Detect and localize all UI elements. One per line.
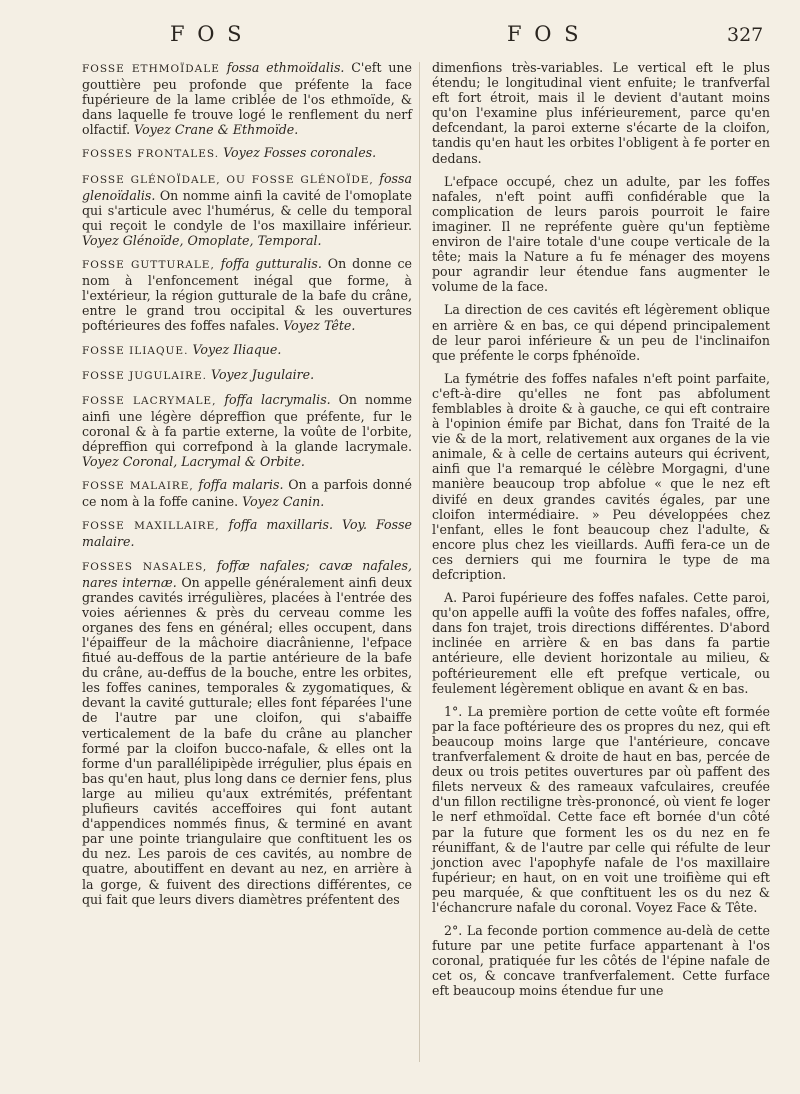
dictionary-entry xyxy=(82,392,412,469)
entry-see-also: Voyez Coronal, Lacrymal & Orbite. xyxy=(82,454,305,470)
body-paragraph: L'efpace occupé, chez un adulte, par les foffes nafales, n'eft point auffi confidérable que la complication de leurs parois pourroit le faire imaginer. Il ne repréfente guère qu'un feptième environ de l'aire totale d'une coupe verticale de la tête; mais la Nature a fu fe ménager des moyens pour agrandir leur étendue fans augmenter le volume de la face. xyxy=(432,173,770,295)
entry-term: FOSSE ETHMOÏDALE xyxy=(82,63,220,75)
entry-see-also: Voyez Jugulaire. xyxy=(211,366,315,382)
entry-term: FOSSE JUGULAIRE. xyxy=(82,369,208,382)
entry-term: FOSSE MALAIRE, xyxy=(82,480,194,493)
running-head-left: F O S xyxy=(170,22,245,46)
entry-latin: foffa malaris. xyxy=(198,477,284,493)
entry-see-also: Voyez Canin. xyxy=(242,494,325,510)
entry-term: FOSSE ILIAQUE. xyxy=(82,344,189,357)
entry-latin: foffa maxillaris. xyxy=(228,517,333,533)
entry-text: On donne ce nom à l'enfoncement inégal que forme, à l'extérieur, la région gutturale de la bafe du crâne, entre le grand trou occipital & les ouvertures poftérieures des foffes nafales. xyxy=(82,256,412,334)
entry-text: C'eft une gouttière peu profonde que préfente la face fupérieure de la lame criblée de l'os ethmoïde, & dans laquelle fe trouve logé le renflement du nerf olfactif. xyxy=(82,60,412,138)
entry-see-also: Voyez Crane & Ethmoïde. xyxy=(134,122,299,138)
entry-see-also: Voyez Glénoïde, Omoplate, Temporal. xyxy=(82,232,322,248)
entry-latin: foffa gutturalis. xyxy=(220,256,322,272)
entry-see-also: Voyez Fosses coronales. xyxy=(223,145,377,161)
body-paragraph: La fymétrie des foffes nafales n'eft point parfaite, c'eft-à-dire qu'elles ne font pas abfolument femblables à droite & à gauche, ce qui eft contraire à l'opinion émife par Bichat, dans fon Traité de la vie & de la mort, relativement aux organes de la vie animale, & à celle de certains auteurs qui écrivent, ainfi que l'a remarqué le célèbre Morgagni, d'une manière beaucoup trop abfolue « que le nez eft divifé en deux grandes cavités égales, par une cloifon intermédiaire. » Peu développées chez l'enfant, elles le font beaucoup chez l'adulte, & encore plus chez les vieillards. Auffi fera-ce un de ces derniers qui me fournira le type de ma defcription. xyxy=(432,370,770,582)
page-number: 327 xyxy=(727,24,764,46)
body-paragraph: A. Paroi fupérieure des foffes nafales. Cette paroi, qu'on appelle auffi la voûte des foffes nafales, offre, dans fon trajet, trois directions différentes. D'abord inclinée en arrière & en bas dans fa partie antérieure, elle devient horizontale au milieu, & poftérieurement elle eft prefque verticale, ou feulement légèrement oblique en avant & en bas. xyxy=(432,590,770,696)
entry-see-also: Voyez Iliaque. xyxy=(192,341,282,357)
entry-latin: foffæ nafales; cavæ nafales, nares internæ. xyxy=(82,557,412,590)
dictionary-entry xyxy=(82,517,412,549)
entry-term: FOSSES FRONTALES. xyxy=(82,148,220,161)
body-paragraph: 1°. La première portion de cette voûte eft formée par la face poftérieure des os propres du nez, qui eft beaucoup moins large que l'antérieure, concave tranfverfalement & droite de haut en bas, percée de deux ou trois petites ouvertures par où paffent des filets nerveux & des rameaux vafculaires, creufée d'un fillon rectiligne très-prononcé, où vient fe loger le nerf ethmoïdal. Cette face eft bornée d'un côté par la future que forment les os du nez en fe réuniffant, & de l'autre par celle qui réfulte de leur jonction avec l'apophyfe nafale de l'os maxillaire fupérieur; en haut, on en voit une troifième qui eft peu marquée, & que conftituent les os du nez & l'échancrure nafale du coronal. Voyez Face & Tête. xyxy=(432,703,770,915)
entry-term: FOSSES NASALES, xyxy=(82,560,208,573)
right-column xyxy=(432,60,770,1007)
entry-text: On appelle généralement ainfi deux grandes cavités irrégulières, placées à l'entrée des voies aériennes & près du cerveau comme les organes des fens en général; elles occupent, dans l'épaiffeur de la mâchoire diacrânienne, l'efpace fitué au-deffous de la partie antérieure de la bafe du crâne, au-deffus de la bouche, entre les orbites, les foffes canines, temporales & zygomatiques, & devant la cavité gutturale; elles font féparées l'une de l'autre par une cloifon, qui s'abaiffe verticalement de la bafe du crâne au plancher formé par la cloifon bucco-nafale, & elles ont la forme d'un parallélipipède irrégulier, plus épais en bas qu'en haut, plus long dans ce dernier fens, plus large au milieu qu'aux extrémités, préfentant plufieurs cavités acceffoires qui font autant d'appendices nommés finus, & terminé en avant par une pointe triangulaire que conftituent les os du nez. Les parois de ces cavités, au nombre de quatre, aboutiffent en devant au nez, en arrière à la gorge, & fuivent des directions différentes, ce qui fait que leurs divers diamètres préfentent des xyxy=(82,574,412,907)
entry-text: On nomme ainfi une légère dépreffion que préfente, fur le coronal & à fa partie externe, la voûte de l'orbite, dépreffion qui correfpond à la glande lacrymale. xyxy=(82,391,412,454)
body-paragraph: 2°. La feconde portion commence au-delà de cette future par une petite furface appartenant à l'os coronal, pratiquée fur les côtés de l'épine nafale de cet os, & concave tranfverfalement. Cette furface eft beaucoup moins étendue fur une xyxy=(432,923,770,999)
entry-term: FOSSE GLÉNOÏDALE, OU FOSSE GLÉNOÏDE, xyxy=(82,173,374,186)
body-paragraph: La direction de ces cavités eft légèrement oblique en arrière & en bas, ce qui dépend principalement de leur paroi inférieure & un peu de l'inclinaifon que préfente le corps fphénoïde. xyxy=(432,302,770,363)
entry-term: FOSSE GUTTURALE, xyxy=(82,259,215,272)
entry-see-also: Voyez Tête. xyxy=(283,318,356,334)
column-divider xyxy=(419,62,420,1062)
dictionary-entry xyxy=(82,256,412,333)
dictionary-entry xyxy=(82,171,412,248)
dictionary-entry xyxy=(82,477,412,509)
entry-latin: foffa lacrymalis. xyxy=(224,391,331,407)
dictionary-entry xyxy=(82,60,412,137)
entry-latin: fossa glenoïdalis. xyxy=(82,170,412,203)
entry-text: On nomme ainfi la cavité de l'omoplate qui s'articule avec l'humérus, & celle du temporal qui reçoit le condyle de l'os maxillaire inférieur. xyxy=(82,187,412,233)
dictionary-entry xyxy=(82,145,412,162)
running-head-right: F O S xyxy=(507,22,582,46)
entry-term: FOSSE LACRYMALE, xyxy=(82,394,217,407)
body-paragraph: dimenfions très-variables. Le vertical eft le plus étendu; le longitudinal vient enfuite; le tranfverfal eft fort étroit, mais il le devient d'autant moins qu'on l'examine plus inférieurement, parce qu'en defcendant, la paroi externe s'écarte de la cloifon, tandis qu'en haut les orbites l'obligent à fe porter en dedans. xyxy=(432,60,770,166)
entry-text: On a parfois donné ce nom à la foffe canine. xyxy=(82,477,412,510)
running-header xyxy=(0,22,800,52)
dictionary-entry xyxy=(82,367,412,384)
dictionary-entry xyxy=(82,558,412,907)
entry-see-also: Voy. Fosse malaire. xyxy=(82,517,412,550)
entry-latin: fossa ethmoïdalis. xyxy=(226,60,345,75)
entry-term: FOSSE MAXILLAIRE, xyxy=(82,520,220,533)
left-column xyxy=(82,60,412,915)
dictionary-entry xyxy=(82,342,412,359)
